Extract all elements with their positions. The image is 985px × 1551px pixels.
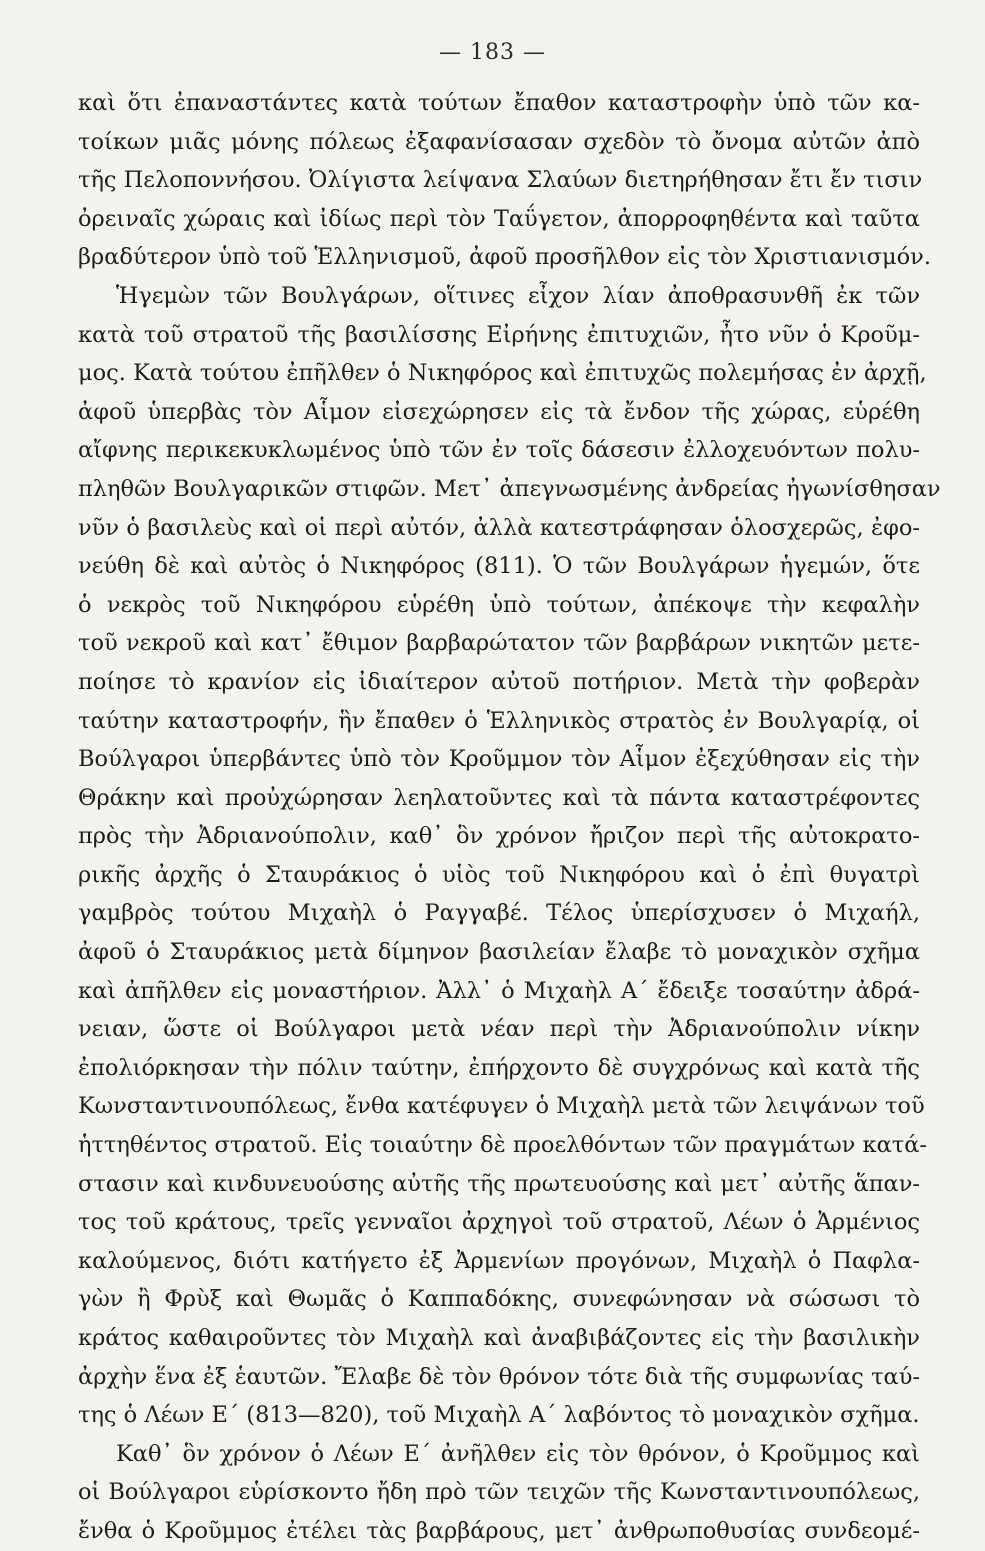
text-line: ὁ νεκρὸς τοῦ Νικηφόρου εὑρέθη ὑπὸ τούτων, ἀπέκοψε τὴν κεφαλὴν <box>78 591 920 618</box>
text-line: καὶ ὅτι ἐπαναστάντες κατὰ τούτων ἔπαθον καταστροφὴν ὑπὸ τῶν κα- <box>78 90 920 116</box>
text-line: ἀρχὴν ἕνα ἐξ ἑαυτῶν. Ἔλαβε δὲ τὸν θρόνον τότε διὰ τῆς συμφωνίας ταύ- <box>78 1363 920 1390</box>
text-line: ἀφοῦ ὑπερβὰς τὸν Αἷμον εἰσεχώρησεν εἰς τὰ ἔνδον τῆς χώρας, εὑρέθη <box>78 398 920 425</box>
text-line: ἡττηθέντος στρατοῦ. Εἰς τοιαύτην δὲ προελθόντων τῶν πραγμάτων κατά- <box>78 1132 928 1159</box>
text-line: ταύτην καταστροφήν, ἣν ἔπαθεν ὁ Ἑλληνικὸς στρατὸς ἐν Βουλγαρίᾳ, οἱ <box>78 707 920 734</box>
text-line: ἐπολιόρκησαν τὴν πόλιν ταύτην, ἐπήρχοντο δὲ συγχρόνως καὶ κατὰ τῆς <box>78 1054 920 1081</box>
page-number: — 183 — <box>439 40 546 65</box>
text-line: της ὁ Λέων Ε΄ (813—820), τοῦ Μιχαὴλ Α΄ λαβόντος τὸ μοναχικὸν σχῆμα. <box>78 1402 920 1429</box>
text-line: κράτος καθαιροῦντες τὸν Μιχαὴλ καὶ ἀναβιβάζοντες εἰς τὴν βασιλικὴν <box>78 1325 920 1351</box>
text-line: γαμβρὸς τούτου Μιχαὴλ ὁ Ραγγαβέ. Τέλος ὑπερίσχυσεν ὁ Μιχαήλ, <box>78 900 920 927</box>
text-line: τοῦ νεκροῦ καὶ κατ᾽ ἔθιμον βαρβαρώτατον τῶν βαρβάρων νικητῶν μετε- <box>78 630 920 657</box>
text-line: νεύθη δὲ καὶ αὐτὸς ὁ Νικηφόρος (811). Ὁ τῶν Βουλγάρων ἡγεμών, ὅτε <box>78 553 920 580</box>
text-line: πρὸς τὴν Ἀδριανούπολιν, καθ᾽ ὃν χρόνον ἤριζον περὶ τῆς αὐτοκρατο- <box>78 823 920 850</box>
text-line: καὶ ἀπῆλθεν εἰς μοναστήριον. Ἀλλ᾽ ὁ Μιχαὴλ Α΄ ἔδειξε τοσαύτην ἀδρά- <box>78 977 920 1004</box>
text-line: τοίκων μιᾶς μόνης πόλεως ἐξαφανίσασαν σχεδὸν τὸ ὄνομα αὐτῶν ἀπὸ <box>78 128 920 155</box>
text-line: νειαν, ὥστε οἱ Βούλγαροι μετὰ νέαν περὶ τὴν Ἀδριανούπολιν νίκην <box>78 1016 920 1043</box>
text-line: Βούλγαροι ὑπερβάντες ὑπὸ τὸν Κροῦμμον τὸν Αἷμον ἐξεχύθησαν εἰς τὴν <box>78 746 920 773</box>
text-line: τος τοῦ κράτους, τρεῖς γενναῖοι ἀρχηγοὶ τοῦ στρατοῦ, Λέων ὁ Ἀρμένιος <box>78 1209 920 1236</box>
text-line: βραδύτερον ὑπὸ τοῦ Ἑλληνισμοῦ, ἀφοῦ προσῆλθον εἰς τὸν Χριστιανισμόν. <box>78 244 932 271</box>
text-line: ἔνθα ὁ Κροῦμμος ἐτέλει τὰς βαρβάρους, μετ᾽ ἀνθρωποθυσίας συνδεομέ- <box>78 1517 920 1544</box>
text-line: μος. Κατὰ τούτου ἐπῆλθεν ὁ Νικηφόρος καὶ ἐπιτυχῶς πολεμήσας ἐν ἀρχῇ, <box>78 360 927 387</box>
text-line: ἀφοῦ ὁ Σταυράκιος μετὰ δίμηνον βασιλείαν ἔλαβε τὸ μοναχικὸν σχῆμα <box>78 939 920 966</box>
text-line: ὀρειναῖς χώραις καὶ ἰδίως περὶ τὸν Ταΰγετον, ἀπορροφηθέντα καὶ ταῦτα <box>78 205 920 232</box>
body-text <box>78 84 941 1551</box>
text-line: Καθ᾽ ὃν χρόνον ὁ Λέων Ε΄ ἀνῆλθεν εἰς τὸν θρόνον, ὁ Κροῦμμος καὶ <box>116 1440 920 1467</box>
text-line: αἴφνης περικεκυκλωμένος ὑπὸ τῶν ἐν τοῖς δάσεσιν ἐλλοχευόντων πολυ- <box>78 437 920 464</box>
text-line: ρικῆς ἀρχῆς ὁ Σταυράκιος ὁ υἱὸς τοῦ Νικηφόρου καὶ ὁ ἐπὶ θυγατρὶ <box>78 861 920 888</box>
text-line: γὼν ἢ Φρὺξ καὶ Θωμᾶς ὁ Καππαδόκης, συνεφώνησαν νὰ σώσωσι τὸ <box>78 1286 920 1313</box>
text-line: στασιν καὶ κινδυνευούσης αὐτῆς τῆς πρωτευούσης καὶ μετ᾽ αὐτῆς ἅπαν- <box>78 1170 920 1197</box>
text-line: Κωνσταντινουπόλεως, ἔνθα κατέφυγεν ὁ Μιχαὴλ μετὰ τῶν λειψάνων τοῦ <box>78 1093 925 1120</box>
text-line: νῦν ὁ βασιλεὺς καὶ οἱ περὶ αὐτόν, ἀλλὰ κατεστράφησαν ὁλοσχερῶς, ἐφο- <box>78 514 920 541</box>
text-line: κατὰ τοῦ στρατοῦ τῆς βασιλίσσης Εἰρήνης ἐπιτυχιῶν, ἦτο νῦν ὁ Κροῦμ- <box>78 321 920 348</box>
text-line: ποίησε τὸ κρανίον εἰς ἰδιαίτερον αὐτοῦ ποτήριον. Μετὰ τὴν φοβερὰν <box>78 668 920 695</box>
text-line: πληθῶν Βουλγαρικῶν στιφῶν. Μετ᾽ ἀπεγνωσμένης ἀνδρείας ἠγωνίσθησαν <box>78 475 941 502</box>
text-line: τῆς Πελοποννήσου. Ὀλίγιστα λείψανα Σλαύων διετηρήθησαν ἔτι ἔν τισιν <box>78 167 923 194</box>
text-line: Θράκην καὶ προὐχώρησαν λεηλατοῦντες καὶ τὰ πάντα καταστρέφοντες <box>78 784 920 811</box>
text-line: οἱ Βούλγαροι εὑρίσκοντο ἤδη πρὸ τῶν τειχῶν τῆς Κωνσταντινουπόλεως, <box>78 1479 920 1506</box>
text-line: Ἡγεμὼν τῶν Βουλγάρων, οἵτινες εἶχον λίαν ἀποθρασυνθῆ ἐκ τῶν <box>116 282 920 309</box>
text-line: καλούμενος, διότι κατήγετο ἐξ Ἀρμενίων προγόνων, Μιχαὴλ ὁ Παφλα- <box>78 1247 920 1274</box>
